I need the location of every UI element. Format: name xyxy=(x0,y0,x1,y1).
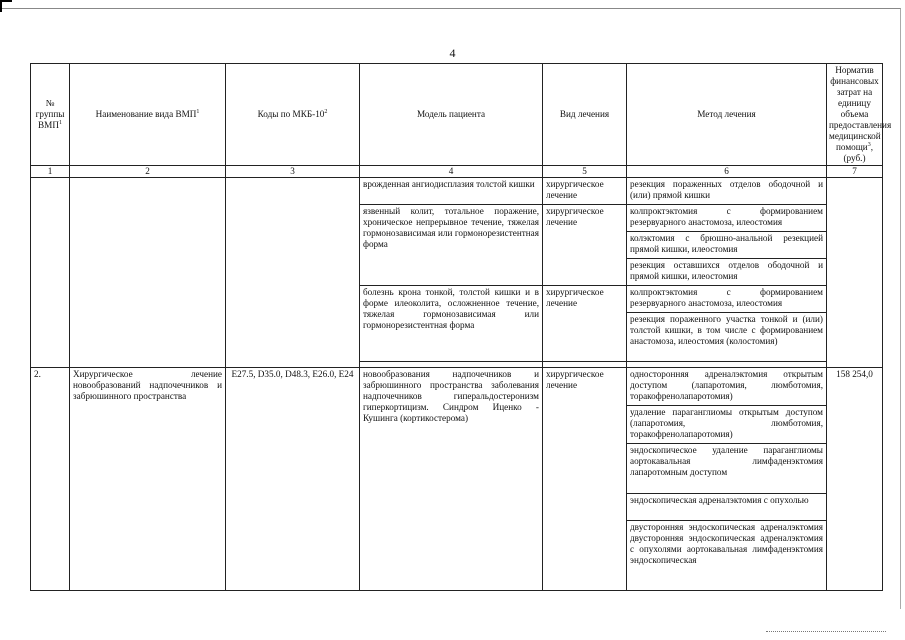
icd-codes-cell xyxy=(226,178,360,368)
table-header-row xyxy=(31,64,883,166)
treatment-method-cell: эндоскопическое удаление параганглиомы аортокавальная лимфаденэктомия лапаротомным доступом xyxy=(627,444,827,494)
patient-model-cell: новообразования надпочечников и забрюшинного пространства заболевания надпочечников гиперальдостеронизм гиперкортицизм. Синдром Иценко - Кушинга (кортикостерома) xyxy=(360,368,543,591)
header-treatment-type: Вид лечения xyxy=(543,64,627,166)
vmp-table xyxy=(30,63,892,591)
financial-norm-cell: 158 254,0 xyxy=(827,368,883,591)
treatment-method-cell: двусторонняя эндоскопическая адреналэктомия двусторонняя эндоскопическая адреналэктомия с опухолями аортокавальная лимфаденэктомия эндоскопическая xyxy=(627,521,827,591)
column-number: 4 xyxy=(360,166,543,178)
treatment-method-cell: резекция пораженного участка тонкой и (или) толстой кишки, в том числе с формированием анастомоза, илеостомия (колостомия) xyxy=(627,313,827,362)
patient-model-cell: врожденная ангиодисплазия толстой кишки xyxy=(360,178,543,205)
page-edge-mark xyxy=(766,631,886,632)
column-number: 6 xyxy=(627,166,827,178)
patient-model-cell: болезнь крона тонкой, толстой кишки и в форме илеоколита, осложненное течение, тяжелая гормонозависимая или гормонорезистентная форма xyxy=(360,286,543,362)
header-icd-codes: Коды по МКБ-$10^2$ xyxy=(226,64,360,166)
vmp-name-cell: Хирургическое лечение новообразований надпочечников и забрюшинного пространства xyxy=(70,368,226,591)
column-number: 3 xyxy=(226,166,360,178)
treatment-method-cell: резекция пораженных отделов ободочной и (или) прямой кишки xyxy=(627,178,827,205)
header-treatment-method: Метод лечения xyxy=(627,64,827,166)
column-number: 2 xyxy=(70,166,226,178)
header-group-number: № группы ВМП$^1$ xyxy=(31,64,70,166)
treatment-method-cell: колпроктэктомия с формированием резервуарного анастомоза, илеостомия xyxy=(627,286,827,313)
treatment-method-cell: резекция оставшихся отделов ободочной и прямой кишки, илеостомия xyxy=(627,259,827,286)
table-row xyxy=(31,368,883,406)
group-number-cell: 2. xyxy=(31,368,70,591)
column-number: 7 xyxy=(827,166,883,178)
page-number: 4 xyxy=(449,46,456,60)
icd-codes-cell: E27.5, D35.0, D48.3, E26.0, E24 xyxy=(226,368,360,591)
column-number: 5 xyxy=(543,166,627,178)
header-financial-norm: Норматив финансовых затрат на единицу объема предоставления медицинской помощи$^3$, (руб.) xyxy=(827,64,883,166)
treatment-method-cell: эндоскопическая адреналэктомия с опухолью xyxy=(627,494,827,521)
patient-model-cell: язвенный колит, тотальное поражение, хроническое непрерывное течение, тяжелая гормонозависимая или гормонорезистентная форма xyxy=(360,205,543,286)
treatment-type-cell: хирургическое лечение xyxy=(543,178,627,205)
column-number: 1 xyxy=(31,166,70,178)
header-vmp-name: Наименование вида ВМП$^1$ xyxy=(70,64,226,166)
table-row xyxy=(31,178,883,205)
vmp-name-cell xyxy=(70,178,226,368)
treatment-type-cell: хирургическое лечение xyxy=(543,368,627,591)
header-patient-model: Модель пациента xyxy=(360,64,543,166)
treatment-method-cell: колэктомия с брюшно-анальной резекцией прямой кишки, илеостомия xyxy=(627,232,827,259)
group-number-cell xyxy=(31,178,70,368)
treatment-type-cell: хирургическое лечение xyxy=(543,286,627,362)
column-number-row xyxy=(31,166,883,178)
treatment-type-cell: хирургическое лечение xyxy=(543,205,627,286)
treatment-method-cell: удаление параганглиомы открытым доступом (лапаротомия, люмботомия, торакофренолапаротомия) xyxy=(627,406,827,444)
financial-norm-cell xyxy=(827,178,883,368)
treatment-method-cell: колпроктэктомия с формированием резервуарного анастомоза, илеостомия xyxy=(627,205,827,232)
treatment-method-cell: односторонняя адреналэктомия открытым доступом (лапаротомия, люмботомия, торакофренолапаротомия) xyxy=(627,368,827,406)
